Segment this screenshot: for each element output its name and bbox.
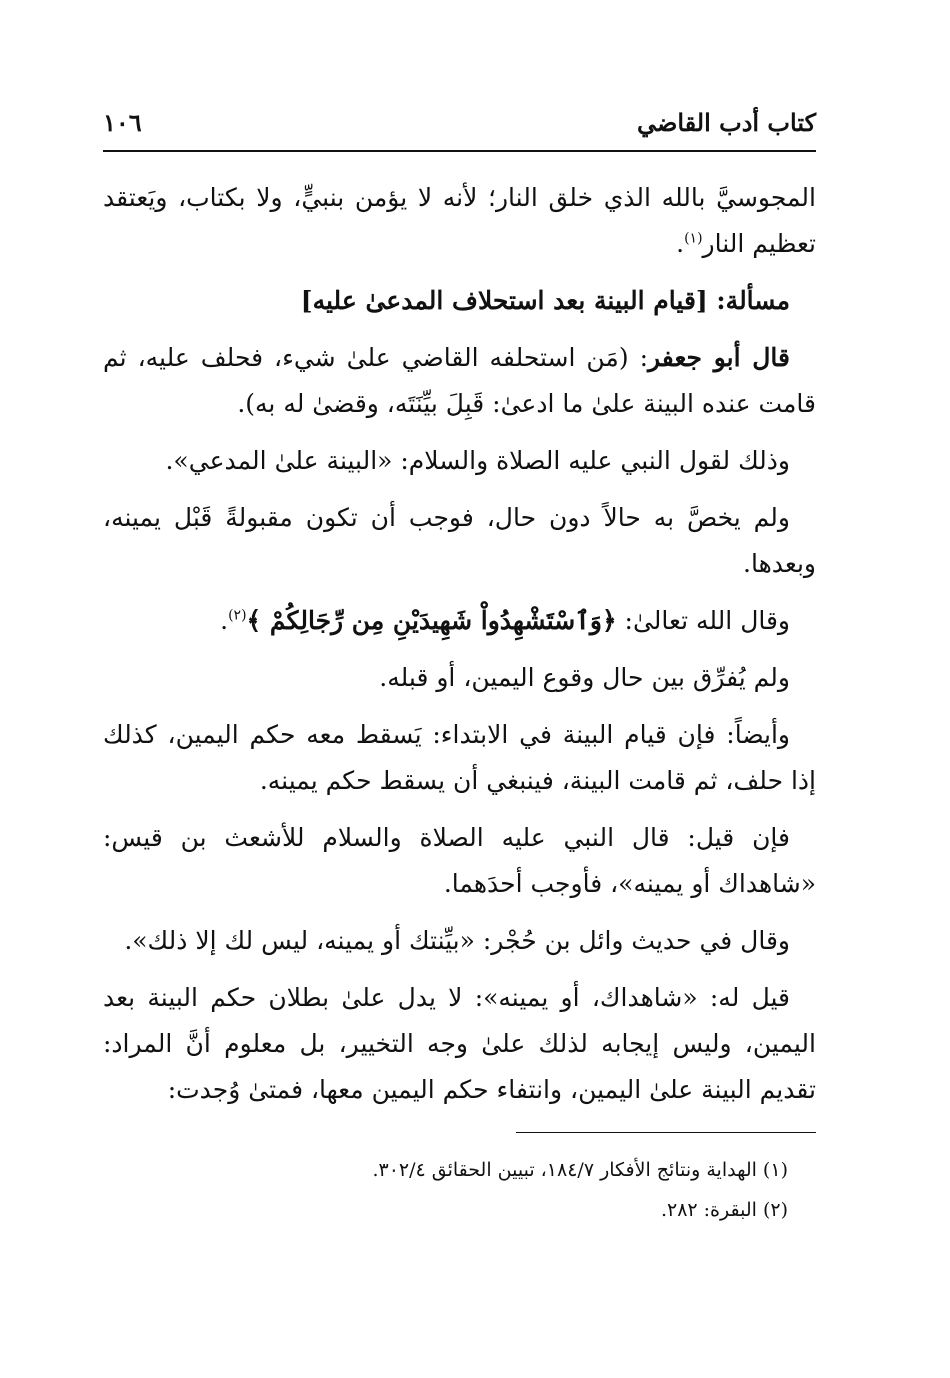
- footnote-divider: [516, 1132, 816, 1133]
- paragraph-continuation: المجوسيَّ بالله الذي خلق النار؛ لأنه لا يؤمن بنبيٍّ، ولا بكتاب، ويَعتقد تعظيم النار$^{(١)}$.: [103, 183, 816, 258]
- footnote-1: (١) الهداية ونتائج الأفكار ١٨٤/٧، تبيين الحقائق ٣٠٢/٤.: [372, 1159, 788, 1181]
- speaker-name: قال أبو جعفر: [648, 343, 790, 372]
- paragraph-response: قيل له: «شاهداك، أو يمينه»: لا يدل علىٰ بطلان حكم البينة بعد اليمين، وليس إيجابه لذلك علىٰ وجه التخيير، بل معلوم أنَّ المراد: تقديم البينة علىٰ اليمين، وانتفاء حكم اليمين معها، فمتىٰ وُجدت:: [103, 983, 816, 1104]
- paragraph-objection: فإن قيل: قال النبي عليه الصلاة والسلام للأشعث بن قيس: «شاهداك أو يمينه»، فأوجب أحدَهما.: [103, 823, 816, 898]
- footnote-2: (٢) البقرة: ٢٨٢.: [660, 1199, 788, 1221]
- paragraph-hadith-wail: وقال في حديث وائل بن حُجْر: «بيِّنتك أو يمينه، ليس لك إلا ذلك».: [124, 926, 790, 955]
- footnote-ref-2[interactable]: (٢): [228, 607, 247, 624]
- paragraph-hadith: وذلك لقول النبي عليه الصلاة والسلام: «البينة علىٰ المدعي».: [165, 446, 790, 475]
- page-header: [103, 104, 816, 148]
- section-heading: مسألة: [قيام البينة بعد استحلاف المدعىٰ عليه]: [300, 286, 790, 315]
- quran-verse: ﴿وَٱسْتَشْهِدُواْ شَهِيدَيْنِ مِن رِّجَالِكُمْ ﴾: [246, 606, 617, 635]
- footnote-ref-1[interactable]: (١): [684, 230, 703, 247]
- paragraph-additional: وأيضاً: فإن قيام البينة في الابتداء: يَسقط معه حكم اليمين، كذلك إذا حلف، ثم قامت البينة، فينبغي أن يسقط حكم يمينه.: [103, 720, 816, 795]
- paragraph-argument: ولم يخصَّ به حالاً دون حال، فوجب أن تكون مقبولةً قَبْل يمينه، وبعدها.: [103, 503, 816, 578]
- page-number: ١٠٦: [103, 108, 142, 137]
- running-title: كتاب أدب القاضي: [636, 108, 816, 137]
- header-divider: [103, 150, 816, 152]
- paragraph-verse: وقال الله تعالىٰ: ﴿وَٱسْتَشْهِدُواْ شَهِيدَيْنِ مِن رِّجَالِكُمْ ﴾$^{(٢)}$.: [220, 606, 790, 635]
- footnotes: [103, 1150, 788, 1230]
- paragraph-conclusion: ولم يُفرِّق بين حال وقوع اليمين، أو قبله.: [379, 663, 790, 692]
- paragraph-matn: قال أبو جعفر: (مَن استحلفه القاضي علىٰ شيء، فحلف عليه، ثم قامت عنده البينة علىٰ ما ادعىٰ: قَبِلَ بيِّنَتَه، وقضىٰ له به).: [103, 343, 816, 418]
- main-text: [103, 175, 816, 1124]
